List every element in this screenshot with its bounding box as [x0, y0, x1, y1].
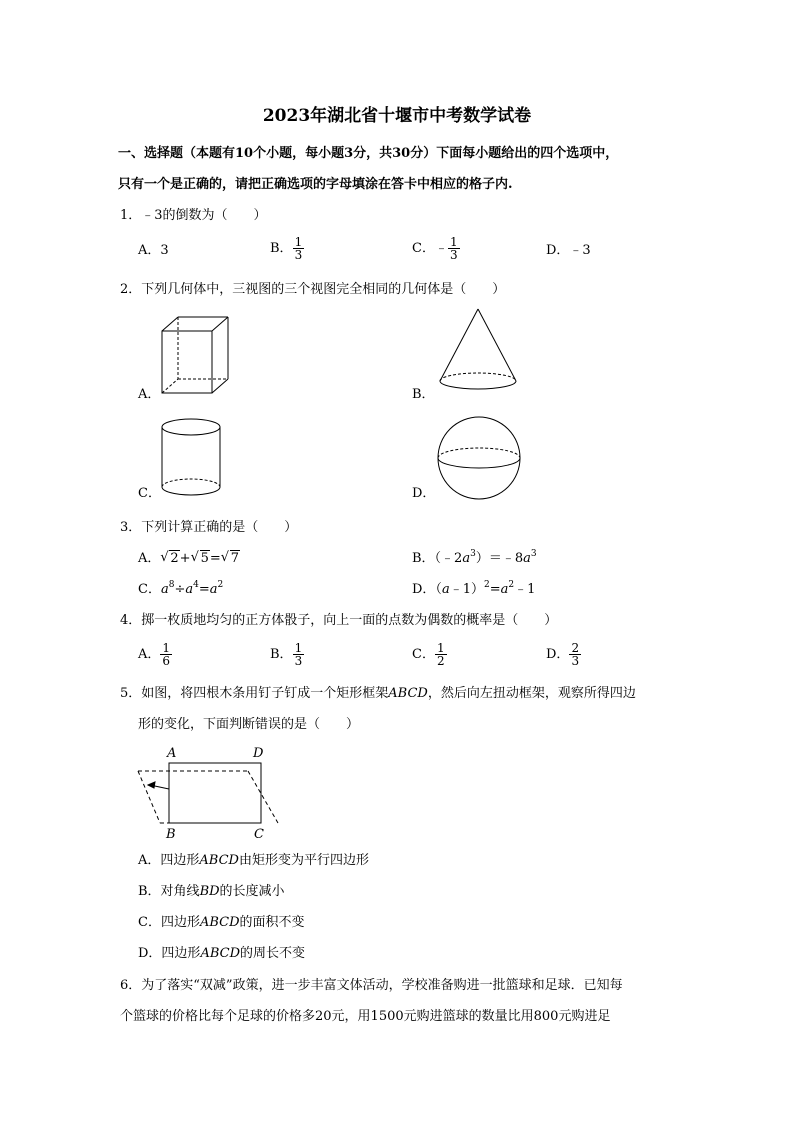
q3-b-exp: 3 — [470, 549, 476, 559]
q5-d-post: 的周长不变 — [240, 946, 306, 961]
q3-b-var: a — [462, 551, 471, 566]
question-5-stem-line2: 形的变化，下面判断错误的是（ ） — [138, 717, 360, 732]
q4-b-fraction — [293, 642, 305, 667]
question-5-stem-line1 — [120, 687, 636, 700]
q5-b-pre: B．对角线 — [138, 884, 200, 899]
q5-stem-var: ABCD — [388, 686, 428, 701]
q1-option-b-fraction — [293, 236, 305, 261]
q1-option-a: A．3 — [138, 243, 169, 258]
q3-c-exp: 8 — [168, 580, 175, 590]
q4-a-numerator: 1 — [162, 641, 171, 655]
q3-c-exp3: 2 — [217, 580, 224, 590]
sqrt-7-radicand: 7 — [230, 551, 240, 566]
q3-c-var2: a — [185, 582, 194, 597]
q4-d-numerator: 2 — [571, 641, 580, 655]
question-2-stem: 2．下列几何体中，三视图的三个视图完全相同的几何体是（ ） — [120, 282, 506, 297]
sqrt-7 — [221, 552, 240, 565]
q3-d-label: D．（ — [412, 582, 442, 597]
q3-c-exp2: 4 — [193, 580, 199, 590]
sphere-icon — [436, 415, 522, 501]
q1-option-c-label: C．﹣ — [412, 241, 448, 256]
q3-d-eq: = — [489, 582, 501, 597]
q5-c-var: ABCD — [199, 915, 240, 930]
q5-b-var: BD — [199, 884, 220, 899]
q3-option-d — [412, 580, 536, 597]
question-3-stem: 3．下列计算正确的是（ ） — [120, 520, 298, 535]
q4-b-label: B． — [270, 647, 293, 662]
q5-option-d — [138, 947, 305, 960]
q4-c-fraction — [435, 642, 447, 667]
q4-a-denominator: 6 — [162, 654, 171, 668]
q2-option-c: C． — [138, 486, 161, 501]
q3-d-var: a — [441, 582, 450, 597]
q5-option-c — [138, 916, 305, 929]
cone-icon — [436, 307, 520, 393]
section-instructions-line1: 一、选择题（本题有10个小题，每小题3分，共30分）下面每小题给出的四个选项中， — [118, 146, 619, 161]
q1-option-c-fraction — [448, 236, 460, 261]
question-6-line2: 个篮球的价格比每个足球的价格多20元，用1500元购进篮球的数量比用800元购进足 — [120, 1009, 611, 1024]
q4-c-label: C． — [412, 647, 435, 662]
cuboid-icon — [160, 315, 230, 395]
sqrt-5 — [191, 552, 210, 565]
q3-option-b — [412, 549, 537, 566]
q3-c-div: ÷ — [174, 582, 186, 597]
q3-d-exp: 2 — [483, 580, 490, 590]
q4-option-b — [270, 642, 304, 667]
q4-option-c — [412, 642, 447, 667]
q3-c-eq: = — [198, 582, 210, 597]
q3-a-label: A． — [138, 551, 161, 566]
q5-c-pre: C．四边形 — [138, 915, 200, 930]
vertex-c-label: C — [254, 827, 264, 842]
q3-option-a — [138, 552, 240, 565]
q4-d-label: D． — [546, 647, 570, 662]
q5-a-pre: A．四边形 — [138, 853, 200, 868]
q5-b-post: 的长度减小 — [219, 884, 285, 899]
q4-b-denominator: 3 — [294, 654, 303, 668]
q1-option-c — [412, 236, 460, 261]
q3-c-var3: a — [209, 582, 218, 597]
q3-a-plus: + — [179, 551, 191, 566]
q2-option-d: D． — [412, 486, 436, 501]
cylinder-icon — [160, 417, 222, 499]
q4-c-numerator: 1 — [436, 641, 445, 655]
vertex-a-label: A — [167, 746, 177, 761]
q5-c-post: 的面积不变 — [239, 915, 305, 930]
q1-c-numerator: 1 — [449, 235, 458, 249]
vertex-d-label: D — [253, 746, 264, 761]
vertex-b-label: B — [166, 827, 176, 842]
question-1-stem: 1．﹣3的倒数为（ ） — [120, 208, 267, 223]
parallelogram-figure — [138, 745, 278, 841]
q2-option-b: B． — [412, 387, 435, 402]
q1-option-b-label: B． — [270, 241, 293, 256]
q1-option-d: D．﹣3 — [546, 243, 591, 258]
section-instructions-line2: 只有一个是正确的，请把正确选项的字母填涂在答卡中相应的格子内. — [118, 177, 513, 192]
q4-option-a — [138, 642, 172, 667]
q3-b-exp2: 3 — [530, 549, 537, 559]
q5-option-a — [138, 854, 369, 867]
q5-d-var: ABCD — [200, 946, 240, 961]
q5-stem-post: ，然后向左扭动框架，观察所得四边 — [427, 686, 636, 701]
q4-c-denominator: 2 — [436, 654, 445, 668]
q1-c-denominator: 3 — [449, 248, 458, 262]
sqrt-2-radicand: 2 — [170, 551, 179, 566]
question-6-line1: 6．为了落实“双减”政策，进一步丰富文体活动，学校准备购进一批篮球和足球．已知每 — [120, 978, 623, 993]
q5-a-post: 由矩形变为平行四边形 — [238, 853, 369, 868]
q4-a-label: A． — [138, 647, 161, 662]
q4-a-fraction — [160, 642, 172, 667]
page-title: 2023年湖北省十堰市中考数学试卷 — [262, 106, 532, 126]
q1-b-denominator: 3 — [294, 248, 303, 262]
q5-stem-pre: 5．如图，将四根木条用钉子钉成一个矩形框架 — [120, 686, 389, 701]
q1-option-b — [270, 236, 304, 261]
sqrt-5-radicand: 5 — [200, 551, 209, 566]
q3-b-mid: ）＝﹣8 — [475, 551, 524, 566]
q3-d-mid: ﹣1） — [449, 582, 484, 597]
q3-option-c — [138, 580, 224, 597]
q3-a-equals: = — [209, 551, 221, 566]
q3-c-label: C． — [138, 582, 161, 597]
q1-b-numerator: 1 — [294, 235, 303, 249]
q4-d-fraction — [569, 642, 581, 667]
q3-c-var: a — [160, 582, 169, 597]
question-4-stem: 4．掷一枚质地均匀的正方体骰子，向上一面的点数为偶数的概率是（ ） — [120, 613, 558, 628]
q5-option-b — [138, 885, 285, 898]
q4-d-denominator: 3 — [571, 654, 580, 668]
q3-b-var2: a — [523, 551, 531, 566]
q3-d-var2: a — [500, 582, 509, 597]
q2-option-a: A． — [138, 387, 161, 402]
q3-b-label: B．（﹣2 — [412, 551, 463, 566]
q5-a-var: ABCD — [199, 853, 239, 868]
q4-b-numerator: 1 — [294, 641, 303, 655]
q3-d-end: ﹣1 — [514, 582, 536, 597]
sqrt-2 — [160, 552, 179, 565]
q3-d-exp2: 2 — [508, 580, 515, 590]
q4-option-d — [546, 642, 581, 667]
q5-d-pre: D．四边形 — [138, 946, 201, 961]
